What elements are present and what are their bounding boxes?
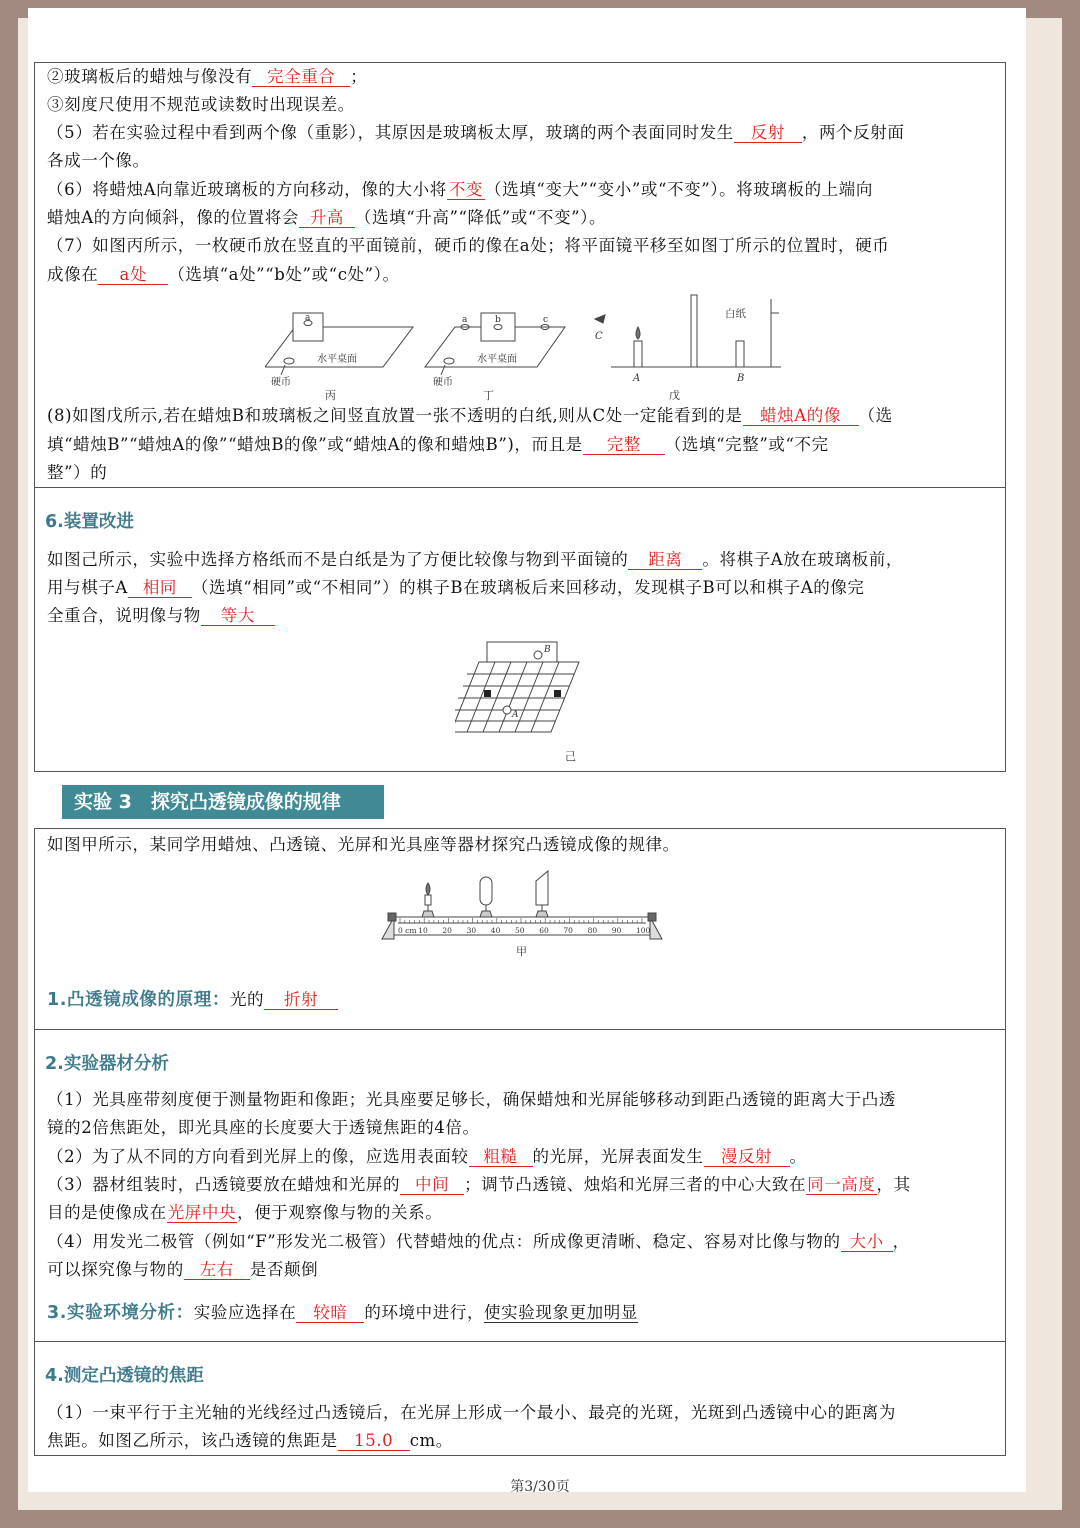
text-line: （2）为了从不同的方向看到光屏上的像，应选用表面较 粗糙 的光屏，光屏表面发生 漫反射 。 — [47, 1147, 807, 1166]
answer-blank: 完整 — [583, 436, 665, 455]
label-c: c — [543, 315, 549, 325]
ruler-tick-label: 80 — [587, 926, 598, 935]
ruler-tick-label: 70 — [563, 926, 573, 935]
ruler-tick-label: 20 — [442, 926, 452, 935]
label-a: a — [462, 315, 468, 325]
text-line: 成像在 a处 （选填“a处”“b处”或“c处”）。 — [47, 265, 400, 284]
text-line: 可以探究像与物的 左右 是否颠倒 — [47, 1260, 319, 1279]
text-line: （5）若在实验过程中看到两个像（重影），其原因是玻璃板太厚，玻璃的两个表面同时发生 反射 ，两个反射面 — [47, 123, 905, 142]
text-line: 镜的2倍焦距处，即光具座的长度要大于透镜焦距的4倍。 — [47, 1118, 480, 1137]
focal-length-box — [34, 1341, 1006, 1456]
text-line: ②玻璃板后的蜡烛与像没有 完全重合 ； — [47, 67, 368, 86]
text-line: 各成一个像。 — [47, 151, 150, 170]
text-line: （4）用发光二极管（例如“F”形发光二极管）代替蜡烛的优点：所成像更清晰、稳定、容易对比像与物的 大小 ， — [47, 1232, 910, 1251]
text-line: ③刻度尺使用不规范或读数时出现误差。 — [47, 95, 355, 114]
answer-blank: 大小 — [841, 1233, 893, 1252]
mirror-figures — [265, 291, 785, 403]
ruler-tick-label: 10 — [418, 926, 428, 935]
answer-blank: 光屏中央 — [167, 1203, 237, 1222]
answer-blank: 升高 — [299, 209, 355, 228]
text-line: 蜡烛A的方向倾斜，像的位置将会 升高 （选填“升高”“降低”或“不变”）。 — [47, 208, 607, 227]
caption-wu: 戊 — [669, 389, 680, 402]
caption-ding: 丁 — [483, 389, 494, 402]
text-line: （3）器材组装时，凸透镜要放在蜡烛和光屏的 中间 ；调节凸透镜、烛焰和光屏三者的中心大致在同一高度，其 — [47, 1175, 911, 1194]
page-number: 第3/30页 — [510, 1479, 570, 1495]
label-paper: 白纸 — [725, 308, 746, 320]
answer-blank: 蜡烛A的像 — [743, 407, 859, 426]
answer-blank: 中间 — [400, 1176, 464, 1195]
answer-blank: 不变 — [448, 180, 484, 199]
text-line: 整”）的 — [47, 463, 108, 482]
experiment3-intro-box — [34, 828, 1006, 1030]
experiment2-questions-box — [34, 62, 1006, 488]
ruler-tick-label: 40 — [490, 926, 501, 935]
text-line: （6）将蜡烛A向靠近玻璃板的方向移动，像的大小将 不变 （选填“变大”“变小”或“不变”）。将玻璃板的上端向 — [47, 180, 873, 199]
answer-blank: 折射 — [264, 991, 338, 1010]
answer-blank: 漫反射 — [704, 1148, 790, 1167]
section-title: 4.测定凸透镜的焦距 — [45, 1366, 204, 1386]
text-line: (8)如图戊所示,若在蜡烛B和玻璃板之间竖直放置一张不透明的白纸,则从C处一定能看到的是 蜡烛A的像 （选 — [47, 406, 893, 425]
label-a: a — [305, 313, 311, 323]
label-C: C — [595, 331, 603, 342]
label-coin: 硬币 — [433, 377, 453, 388]
section-title: 1.凸透镜成像的原理： — [47, 990, 230, 1010]
text-line: 3.实验环境分析：实验应选择在 较暗 的环境中进行，使实验现象更加明显 — [47, 1303, 638, 1323]
figure-wu — [595, 295, 781, 367]
section-title: 3.实验环境分析： — [47, 1303, 194, 1323]
ruler-tick-label: 0 cm — [398, 926, 417, 935]
answer-blank: 同一高度 — [807, 1175, 876, 1194]
caption-ji: 己 — [565, 750, 576, 763]
section-title: 2.实验器材分析 — [45, 1054, 169, 1074]
figure-jia-optical-bench — [380, 867, 670, 957]
answer-blank: a处 — [98, 266, 168, 285]
answer-blank: 反射 — [734, 124, 802, 143]
answer-blank: 粗糙 — [469, 1148, 533, 1167]
text-line: 全重合，说明像与物 等大 — [47, 605, 997, 627]
text-line: 如图甲所示，某同学用蜡烛、凸透镜、光屏和光具座等器材探究凸透镜成像的规律。 — [47, 835, 680, 854]
text-line: （7）如图丙所示，一枚硬币放在竖直的平面镜前，硬币的像在a处；将平面镜平移至如图丁所示的位置时，硬币 — [47, 236, 890, 255]
label-desk: 水平桌面 — [317, 354, 357, 365]
label-coin: 硬币 — [271, 377, 291, 388]
ruler-tick-label: 90 — [611, 926, 622, 935]
text-line: （1）一束平行于主光轴的光线经过凸透镜后，在光屏上形成一个最小、最亮的光斑，光斑到凸透镜中心的距离为 — [47, 1403, 896, 1422]
answer-blank: 距离 — [628, 551, 702, 570]
answer-blank: 相同 — [128, 579, 192, 598]
experiment3-banner: 实验 3 探究凸透镜成像的规律 — [62, 785, 384, 819]
label-b: b — [495, 315, 501, 325]
answer-blank: 完全重合 — [252, 68, 350, 87]
ruler-tick-label: 30 — [466, 926, 477, 935]
text-line: （1）光具座带刻度便于测量物距和像距；光具座要足够长，确保蜡烛和光屏能够移动到距凸透镜的距离大于凸透 — [47, 1090, 896, 1109]
text-line: 如图己所示，实验中选择方格纸而不是白纸是为了方便比较像与物到平面镜的 距离 。将棋子A放在玻璃板前， — [47, 550, 904, 569]
caption-jia: 甲 — [516, 945, 527, 957]
text-line: 1.凸透镜成像的原理：光的 折射 — [47, 989, 997, 1011]
text-line: 填“蜡烛B”“蜡烛A的像”“蜡烛B的像”或“蜡烛A的像和蜡烛B”)，而且是 完整 （选填“完整”或“不完 — [47, 435, 829, 454]
label-desk: 水平桌面 — [477, 354, 517, 365]
equipment-analysis-box — [34, 1029, 1006, 1342]
caption-bing: 丙 — [325, 389, 336, 402]
answer-blank: 左右 — [184, 1261, 250, 1280]
label-A: A — [633, 373, 641, 384]
label-A: A — [512, 710, 519, 720]
label-B: B — [544, 645, 551, 655]
device-improvement-box — [34, 487, 1006, 772]
text-line: 焦距。如图乙所示，该凸透镜的焦距是 15.0 cm。 — [47, 1431, 453, 1450]
answer-blank: 15.0 — [338, 1432, 410, 1451]
figure-bing — [265, 313, 413, 375]
text-line: 用与棋子A 相同 （选填“相同”或“不相同”）的棋子B在玻璃板后来回移动，发现棋子B可以和棋子A的像完 — [47, 578, 865, 597]
text-line: 目的是使像成在光屏中央，便于观察像与物的关系。 — [47, 1203, 443, 1222]
ruler-tick-label: 50 — [515, 926, 525, 935]
answer-blank: 较暗 — [296, 1304, 364, 1323]
label-B: B — [737, 373, 745, 384]
underlined-text: 使实验现象更加明显 — [484, 1303, 638, 1322]
ruler-tick-label: 100 — [636, 926, 651, 935]
answer-blank: 等大 — [201, 607, 275, 626]
figure-ji — [455, 638, 615, 768]
section-title: 6.装置改进 — [45, 512, 134, 532]
ruler-tick-label: 60 — [539, 926, 549, 935]
